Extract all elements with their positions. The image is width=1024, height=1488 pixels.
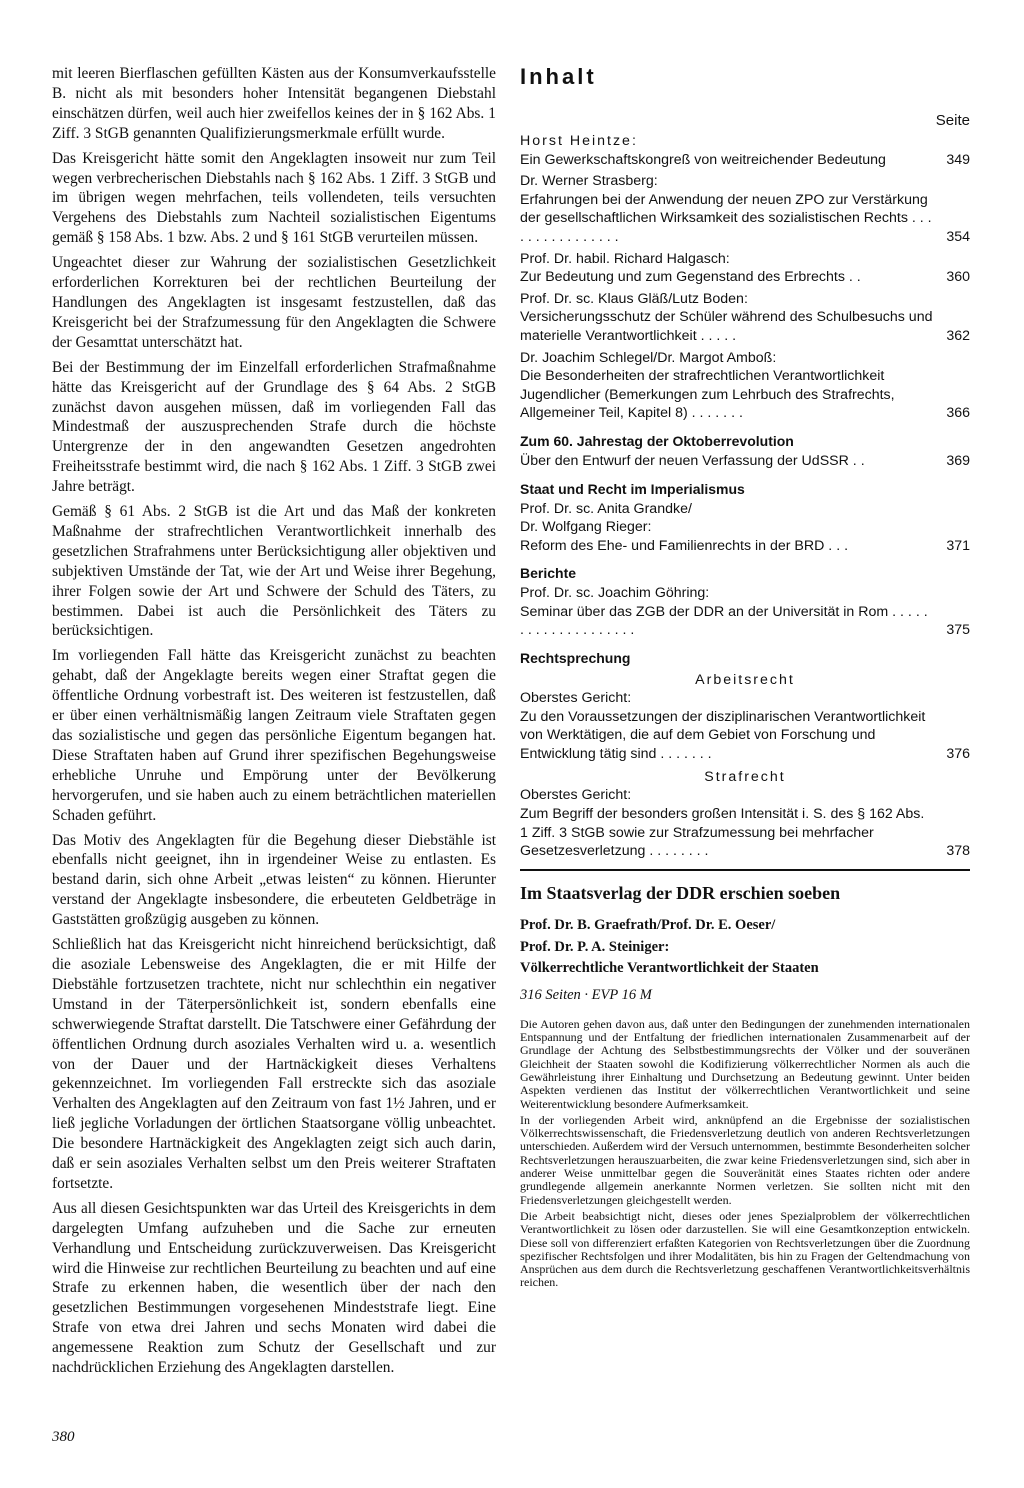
article-paragraph: Gemäß § 61 Abs. 2 StGB ist die Art und das Maß der konkreten Maßnahme der strafrechtlichen Verantwortlichkeit innerhalb des gesetzlichen Strafrahmens unter Berücksichtigung aller objektiven und subjektiven Umstände der Tat, wie der Art und Weise ihrer Begehung, ihrer Folgen sowie der Art und Schwere der Schuld des Täters, zu bestimmen. Dabei ist auch die Persönlichkeit des Täters zu berücksichtigen. — [52, 503, 496, 640]
toc-entry-title: Seminar über das ZGB der DDR an der Universität in Rom . . . . . . . . . . . . . . . . . . . . — [520, 603, 928, 639]
toc-subsection-heading: Arbeitsrecht — [695, 672, 795, 689]
toc-entry-title: Über den Entwurf der neuen Verfassung der UdSSR . . — [520, 452, 865, 469]
toc-subsection-heading: Strafrecht — [704, 769, 786, 786]
toc-entry[interactable] — [520, 500, 970, 556]
toc-page-number: 376 — [946, 745, 970, 762]
toc-entry[interactable] — [520, 349, 970, 423]
toc-page-number: 362 — [946, 327, 970, 344]
toc-entry[interactable] — [520, 786, 970, 860]
article-paragraph: mit leeren Bierflaschen gefüllten Kästen aus der Konsumverkaufsstelle B. nicht als mit besonders hoher Intensität begangenen Diebstahl einschätzen dürfen, weil auch hier zweifellos keines der in § 162 Abs. 1 Ziff. 3 StGB genannten Qualifizierungsmerkmale erfüllt wurde. — [52, 65, 496, 142]
toc-page-number: 349 — [946, 151, 970, 168]
toc-entry-title: Die Besonderheiten der strafrechtlichen Verantwortlichkeit Jugendlicher (Bemerkungen zum Lehrbuch des Strafrechts, Allgemeiner Teil, Kapitel 8) . . . . . . . — [520, 368, 895, 422]
toc-entry-title: Zu den Voraussetzungen der disziplinarischen Verantwortlichkeit von Werktätigen, die auf dem Gebiet von Forschung und Entwicklung tätig sind . . . . . . . — [520, 708, 926, 762]
toc-entry[interactable] — [520, 172, 970, 246]
article-continuation — [52, 64, 496, 1383]
page-number: 380 — [52, 1429, 75, 1445]
ad-heading: Im Staatsverlag der DDR erschien soeben — [520, 882, 841, 903]
toc-author: Dr. Wolfgang Rieger: — [520, 519, 652, 536]
toc-page-number: 369 — [946, 452, 970, 469]
toc-court: Oberstes Gericht: — [520, 787, 632, 804]
ad-book-title: Völkerrechtliche Verantwortlichkeit der Staaten — [520, 959, 819, 976]
publisher-advertisement — [520, 883, 970, 1290]
toc-court: Oberstes Gericht: — [520, 690, 632, 707]
article-paragraph: Das Motiv des Angeklagten für die Begehung dieser Diebstähle ist ebenfalls nicht geeignet, ihn in irgendeiner Weise zu entlasten. Es bestand darin, sich ohne Arbeit „etwas leisten“ zu können. Hierunter verstand der Angeklagte insbesondere, die erbeuteten Geldbeträge in Gaststätten großzügig ausgeben zu können. — [52, 831, 496, 929]
toc-page-number: 360 — [946, 269, 970, 286]
ad-book-meta: 316 Seiten · EVP 16 M — [520, 986, 652, 1003]
toc-entry[interactable] — [520, 290, 970, 346]
toc-section-heading: Staat und Recht im Imperialismus — [520, 480, 745, 497]
toc-author: Horst Heintze: — [520, 133, 638, 149]
ad-paragraph: Die Arbeit beabsichtigt nicht, dieses oder jenes Spezialproblem der völkerrechtlichen Verantwortlichkeit zu lösen oder darzustellen. Sie will eine Gesamtkonzeption entwickeln. Diese soll von differenziert erfaßten Kategorien von Rechtsverletzungen über die Zuordnung spezifischer Rechtsfolgen und ihrer Modalitäten, bis hin zu Fragen der Geltendmachung von Ansprüchen aus dem durch die Rechtsverletzung geschaffenen Verantwortlichkeitsverhältnis reichen. — [520, 1208, 970, 1290]
ad-paragraph: In der vorliegenden Arbeit wird, anknüpfend an die Ergebnisse der sozialistischen Völkerrechtswissenschaft, die Friedensverletzung deutlich von anderen Rechtsverletzungen unterschieden. Außerdem wird der Versuch unternommen, bestimmte Besonderheiten solcher Rechtsverletzungen herauszuarbeiten, die zwar keine Friedensverletzungen sind, sich aber in anderer Weise unmittelbar gegen die Souveränität eines Staates richten oder andere grundlegende allgemein anerkannte Normen verletzen. Sie sollten nicht mit den Friedensverletzungen gleichgestellt werden. — [520, 1112, 970, 1207]
toc-entry[interactable] — [520, 132, 970, 169]
toc-entry[interactable] — [520, 250, 970, 287]
toc-page-number: 371 — [946, 537, 970, 554]
toc-author: Prof. Dr. sc. Joachim Göhring: — [520, 585, 710, 602]
toc-entry[interactable] — [520, 584, 970, 640]
toc-author: Prof. Dr. sc. Klaus Gläß/Lutz Boden: — [520, 290, 748, 307]
toc-page-number: 366 — [946, 405, 970, 422]
toc-section-heading: Zum 60. Jahrestag der Oktoberrevolution — [520, 432, 794, 449]
table-of-contents — [520, 64, 970, 1293]
article-paragraph: Schließlich hat das Kreisgericht nicht hinreichend berücksichtigt, daß die asoziale Lebensweise des Angeklagten, die er mit Hilfe der Diebstähle fortzusetzen trachtete, nicht nur schlechthin ein negativer Umstand in der Täterpersönlichkeit ist, sondern ebenfalls eine schwerwiegende Straftat darstellt. Die Tatschwere einer Gefährdung der öffentlichen Ordnung durch asoziales Verhalten wird u. a. wesentlich von der Dauer und der Hartnäckigkeit dieses Verhaltens gekennzeichnet. Im vorliegenden Fall erstreckte sich das asoziale Verhalten des Angeklagten auf den Zeitraum von fast 1½ Jahren, und er ließ jegliche Vorladungen der örtlichen Staatsorgane völlig unbeachtet. Die besondere Hartnäckigkeit des Angeklagten zeigt sich auch darin, daß er sein asoziales Verhalten selbst um den Preis weiterer Straftaten fortsetzte. — [52, 936, 496, 1192]
toc-author: Dr. Werner Strasberg: — [520, 173, 658, 190]
article-paragraph: Bei der Bestimmung der im Einzelfall erforderlichen Strafmaßnahme hätte das Kreisgericht auf der Grundlage des § 64 Abs. 2 StGB zunächst davon ausgehen müssen, daß im vorliegenden Fall das Mindestmaß der auszusprechenden Strafe durch die höchste Untergrenze der in den angewandten Gesetzen angedrohten Freiheitsstrafe bestimmt wird, die nach § 162 Abs. 1 Ziff. 3 StGB zwei Jahre beträgt. — [52, 358, 496, 496]
article-paragraph: Ungeachtet dieser zur Wahrung der sozialistischen Gesetzlichkeit erforderlichen Korrekturen bei der rechtlichen Beurteilung der Handlungen des Angeklagten ist insgesamt festzustellen, daß das Kreisgericht bei der Strafzumessung für den Angeklagten die Schwere der Gesamttat unterschätzt hat. — [52, 254, 496, 351]
toc-title: Inhalt — [520, 64, 597, 89]
toc-entry[interactable] — [520, 689, 970, 763]
article-paragraph: Das Kreisgericht hätte somit den Angeklagten insoweit nur zum Teil wegen verbrecherischen Diebstahls nach § 162 Abs. 1 Ziff. 3 StGB und im übrigen wegen mehrfachen, teils vollendeten, teils versuchten Vergehens des Diebstahls zum Nachteil sozialistischen Eigentums gemäß § 158 Abs. 1 bzw. Abs. 2 und § 161 StGB verurteilen müssen. — [52, 149, 496, 247]
ad-paragraph: Die Autoren gehen davon aus, daß unter den Bedingungen der zunehmenden internationalen Entspannung und der Entfaltung der friedlichen internationalen Zusammenarbeit auf der Grundlage der Achtung des Selbstbestimmungsrechts der Völker und der souveränen Gleichheit der Staaten sowohl die Kodifizierung völkerrechtlicher Normen als auch die Gewährleistung ihrer Einhaltung und Durchsetzung an Bedeutung gewinnt. Unter beiden Aspekten verdienen das Institut der völkerrechtlichen Verantwortlichkeit und seine Weiterentwicklung besondere Aufmerksamkeit. — [520, 1016, 970, 1111]
section-divider — [520, 869, 970, 871]
toc-page-number: 378 — [946, 843, 970, 860]
ad-authors: Prof. Dr. P. A. Steiniger: — [520, 938, 670, 955]
toc-entry-title: Erfahrungen bei der Anwendung der neuen ZPO zur Verstärkung der gesellschaftlichen Wirksamkeit des sozialistischen Rechts . . . . . . . . . . . . . . . . — [520, 191, 932, 245]
ad-authors: Prof. Dr. B. Graefrath/Prof. Dr. E. Oeser/ — [520, 916, 776, 933]
article-paragraph: Im vorliegenden Fall hätte das Kreisgericht zunächst zu beachten gehabt, daß der Angeklagte bereits wegen einer Straftat gegen die öffentliche Ordnung vorbestraft ist. Des weiteren ist festzustellen, daß er über einen verhältnismäßig langen Zeitraum viele Straftaten gegen das sozialistische und gegen das persönliche Eigentum begangen hat. Diese Straftaten haben auf Grund ihrer spezifischen Begehungsweise erhebliche Unruhe und Empörung unter der Bevölkerung hervorgerufen, und sie haben auch zu einem beträchtlichen materiellen Schaden geführt. — [52, 647, 496, 824]
seite-label: Seite — [935, 112, 970, 129]
article-paragraph: Aus all diesen Gesichtspunkten war das Urteil des Kreisgerichts in dem dargelegten Umfang aufzuheben und die Sache zur erneuten Verhandlung und Entscheidung zurückzuverweisen. Das Kreisgericht wird die Hinweise zur rechtlichen Beurteilung zu beachten und auf eine Strafe zu erkennen haben, die wesentlich über der nach den gesetzlichen Bestimmungen vorgesehenen Mindeststrafe liegt. Eine Strafe von etwa drei Jahren und sechs Monaten wird dabei die angemessene Reaktion zum Schutz der Gesellschaft und zur nachdrücklichen Erziehung des Angeklagten darstellen. — [52, 1199, 496, 1377]
toc-author: Prof. Dr. sc. Anita Grandke/ — [520, 500, 692, 517]
toc-page-number: 375 — [946, 622, 970, 639]
toc-entry-title: Ein Gewerkschaftskongreß von weitreichender Bedeutung — [520, 151, 886, 168]
ad-description — [520, 1018, 970, 1290]
toc-author: Prof. Dr. habil. Richard Halgasch: — [520, 250, 730, 267]
toc-entry[interactable] — [520, 452, 970, 471]
toc-page-number: 354 — [946, 228, 970, 245]
toc-entry-title: Zum Begriff der besonders großen Intensität i. S. des § 162 Abs. 1 Ziff. 3 StGB sowie zur Strafzumessung bei mehrfacher Gesetzesverletzung . . . . . . . . — [520, 806, 925, 860]
toc-entry-title: Zur Bedeutung und zum Gegenstand des Erbrechts . . — [520, 269, 861, 286]
toc-entry-title: Versicherungsschutz der Schüler während des Schulbesuchs und materielle Verantwortlichkeit . . . . . — [520, 309, 933, 344]
toc-section-heading: Berichte — [520, 565, 577, 582]
toc-entry-title: Reform des Ehe- und Familienrechts in der BRD . . . — [520, 537, 849, 554]
toc-author: Dr. Joachim Schlegel/Dr. Margot Amboß: — [520, 349, 777, 366]
toc-section-heading: Rechtsprechung — [520, 650, 631, 667]
